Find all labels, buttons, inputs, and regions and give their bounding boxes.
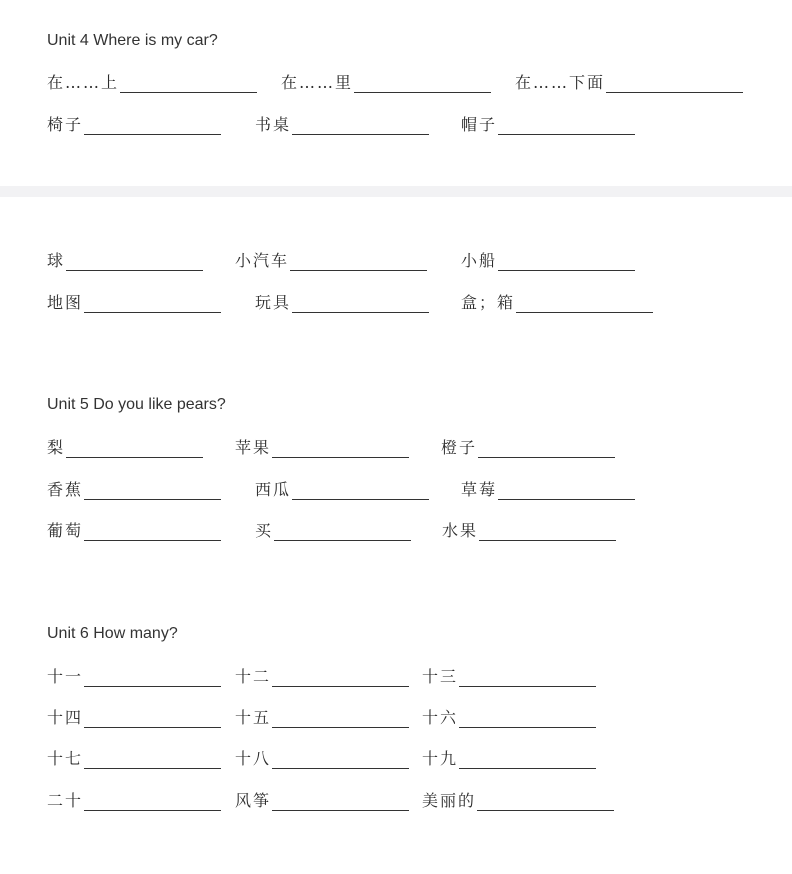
unit6-title: Unit 6 How many? xyxy=(47,625,178,642)
unit4-row-1 xyxy=(47,70,777,96)
answer-blank[interactable] xyxy=(292,117,429,135)
vocab-entry xyxy=(47,70,257,93)
vocab-entry xyxy=(235,664,409,687)
answer-blank[interactable] xyxy=(516,295,653,313)
answer-blank[interactable] xyxy=(498,117,635,135)
vocab-entry xyxy=(281,70,491,93)
vocab-entry xyxy=(255,112,429,135)
unit4-title: Unit 4 Where is my car? xyxy=(47,32,218,49)
vocab-entry xyxy=(422,746,596,769)
unit5-row-2 xyxy=(47,477,777,503)
vocab-word: 椅子 xyxy=(47,115,84,134)
vocab-entry xyxy=(235,705,409,728)
vocab-word: 十二 xyxy=(235,667,272,686)
answer-blank[interactable] xyxy=(292,482,429,500)
vocab-word: 十三 xyxy=(422,667,459,686)
vocab-word: 十四 xyxy=(47,708,84,727)
page-divider xyxy=(0,186,792,197)
vocab-entry xyxy=(47,435,203,458)
vocab-word: 玩具 xyxy=(255,293,292,312)
answer-blank[interactable] xyxy=(66,440,203,458)
vocab-word: 小船 xyxy=(461,251,498,270)
unit4-row-2 xyxy=(47,112,777,138)
vocab-entry xyxy=(47,664,221,687)
vocab-entry xyxy=(47,518,221,541)
vocab-word: 梨 xyxy=(47,438,66,457)
answer-blank[interactable] xyxy=(477,793,614,811)
vocab-word: 地图 xyxy=(47,293,84,312)
unit6-row-3 xyxy=(47,746,777,772)
vocab-word: 小汽车 xyxy=(235,251,290,270)
vocab-word: 苹果 xyxy=(235,438,272,457)
answer-blank[interactable] xyxy=(84,669,221,687)
answer-blank[interactable] xyxy=(84,751,221,769)
vocab-word: 在……下面 xyxy=(515,73,606,92)
unit6-row-1 xyxy=(47,664,777,690)
vocab-entry xyxy=(47,290,221,313)
vocab-entry xyxy=(47,705,221,728)
vocab-word: 十一 xyxy=(47,667,84,686)
answer-blank[interactable] xyxy=(274,523,411,541)
answer-blank[interactable] xyxy=(606,75,743,93)
vocab-entry xyxy=(235,746,409,769)
unit5-title: Unit 5 Do you like pears? xyxy=(47,396,226,413)
answer-blank[interactable] xyxy=(498,253,635,271)
vocab-entry xyxy=(442,518,616,541)
vocab-entry xyxy=(441,435,615,458)
answer-blank[interactable] xyxy=(290,253,427,271)
answer-blank[interactable] xyxy=(272,793,409,811)
vocab-word: 香蕉 xyxy=(47,480,84,499)
answer-blank[interactable] xyxy=(272,710,409,728)
vocab-word: 二十 xyxy=(47,791,84,810)
vocab-entry xyxy=(461,112,635,135)
answer-blank[interactable] xyxy=(272,751,409,769)
vocab-entry xyxy=(422,705,596,728)
vocab-entry xyxy=(461,477,635,500)
vocab-entry xyxy=(47,248,203,271)
vocab-word: 在……里 xyxy=(281,73,354,92)
answer-blank[interactable] xyxy=(84,710,221,728)
vocab-word: 十七 xyxy=(47,749,84,768)
answer-blank[interactable] xyxy=(478,440,615,458)
answer-blank[interactable] xyxy=(292,295,429,313)
unit6-row-2 xyxy=(47,705,777,731)
answer-blank[interactable] xyxy=(120,75,257,93)
unit5-row-3 xyxy=(47,518,777,544)
vocab-word: 十九 xyxy=(422,749,459,768)
vocab-word: 美丽的 xyxy=(422,791,477,810)
vocab-entry xyxy=(461,248,635,271)
unit5-row-1 xyxy=(47,435,777,461)
answer-blank[interactable] xyxy=(66,253,203,271)
answer-blank[interactable] xyxy=(272,440,409,458)
vocab-entry xyxy=(47,477,221,500)
vocab-entry xyxy=(515,70,743,93)
vocab-entry xyxy=(255,477,429,500)
vocab-entry xyxy=(422,664,596,687)
unit4-row-4 xyxy=(47,290,777,316)
vocab-word: 球 xyxy=(47,251,66,270)
vocab-entry xyxy=(422,788,614,811)
answer-blank[interactable] xyxy=(84,295,221,313)
unit6-row-4 xyxy=(47,788,777,814)
vocab-entry xyxy=(47,746,221,769)
answer-blank[interactable] xyxy=(459,669,596,687)
vocab-entry xyxy=(47,788,221,811)
answer-blank[interactable] xyxy=(84,793,221,811)
vocab-word: 十六 xyxy=(422,708,459,727)
vocab-entry xyxy=(235,788,409,811)
vocab-word: 葡萄 xyxy=(47,521,84,540)
answer-blank[interactable] xyxy=(84,523,221,541)
vocab-entry xyxy=(255,290,429,313)
vocab-word: 书桌 xyxy=(255,115,292,134)
vocab-entry xyxy=(461,290,653,313)
answer-blank[interactable] xyxy=(272,669,409,687)
vocab-entry xyxy=(235,248,427,271)
vocab-entry xyxy=(255,518,411,541)
vocab-word: 风筝 xyxy=(235,791,272,810)
vocab-word: 买 xyxy=(255,521,274,540)
answer-blank[interactable] xyxy=(354,75,491,93)
vocab-word: 橙子 xyxy=(441,438,478,457)
answer-blank[interactable] xyxy=(459,710,596,728)
answer-blank[interactable] xyxy=(84,117,221,135)
vocab-word: 西瓜 xyxy=(255,480,292,499)
vocab-word: 盒；箱 xyxy=(461,293,516,312)
answer-blank[interactable] xyxy=(479,523,616,541)
vocab-entry xyxy=(235,435,409,458)
vocab-word: 水果 xyxy=(442,521,479,540)
answer-blank[interactable] xyxy=(498,482,635,500)
vocab-word: 十八 xyxy=(235,749,272,768)
vocab-word: 十五 xyxy=(235,708,272,727)
answer-blank[interactable] xyxy=(459,751,596,769)
vocab-entry xyxy=(47,112,221,135)
vocab-word: 在……上 xyxy=(47,73,120,92)
answer-blank[interactable] xyxy=(84,482,221,500)
unit4-row-3 xyxy=(47,248,777,274)
vocab-word: 草莓 xyxy=(461,480,498,499)
vocab-word: 帽子 xyxy=(461,115,498,134)
